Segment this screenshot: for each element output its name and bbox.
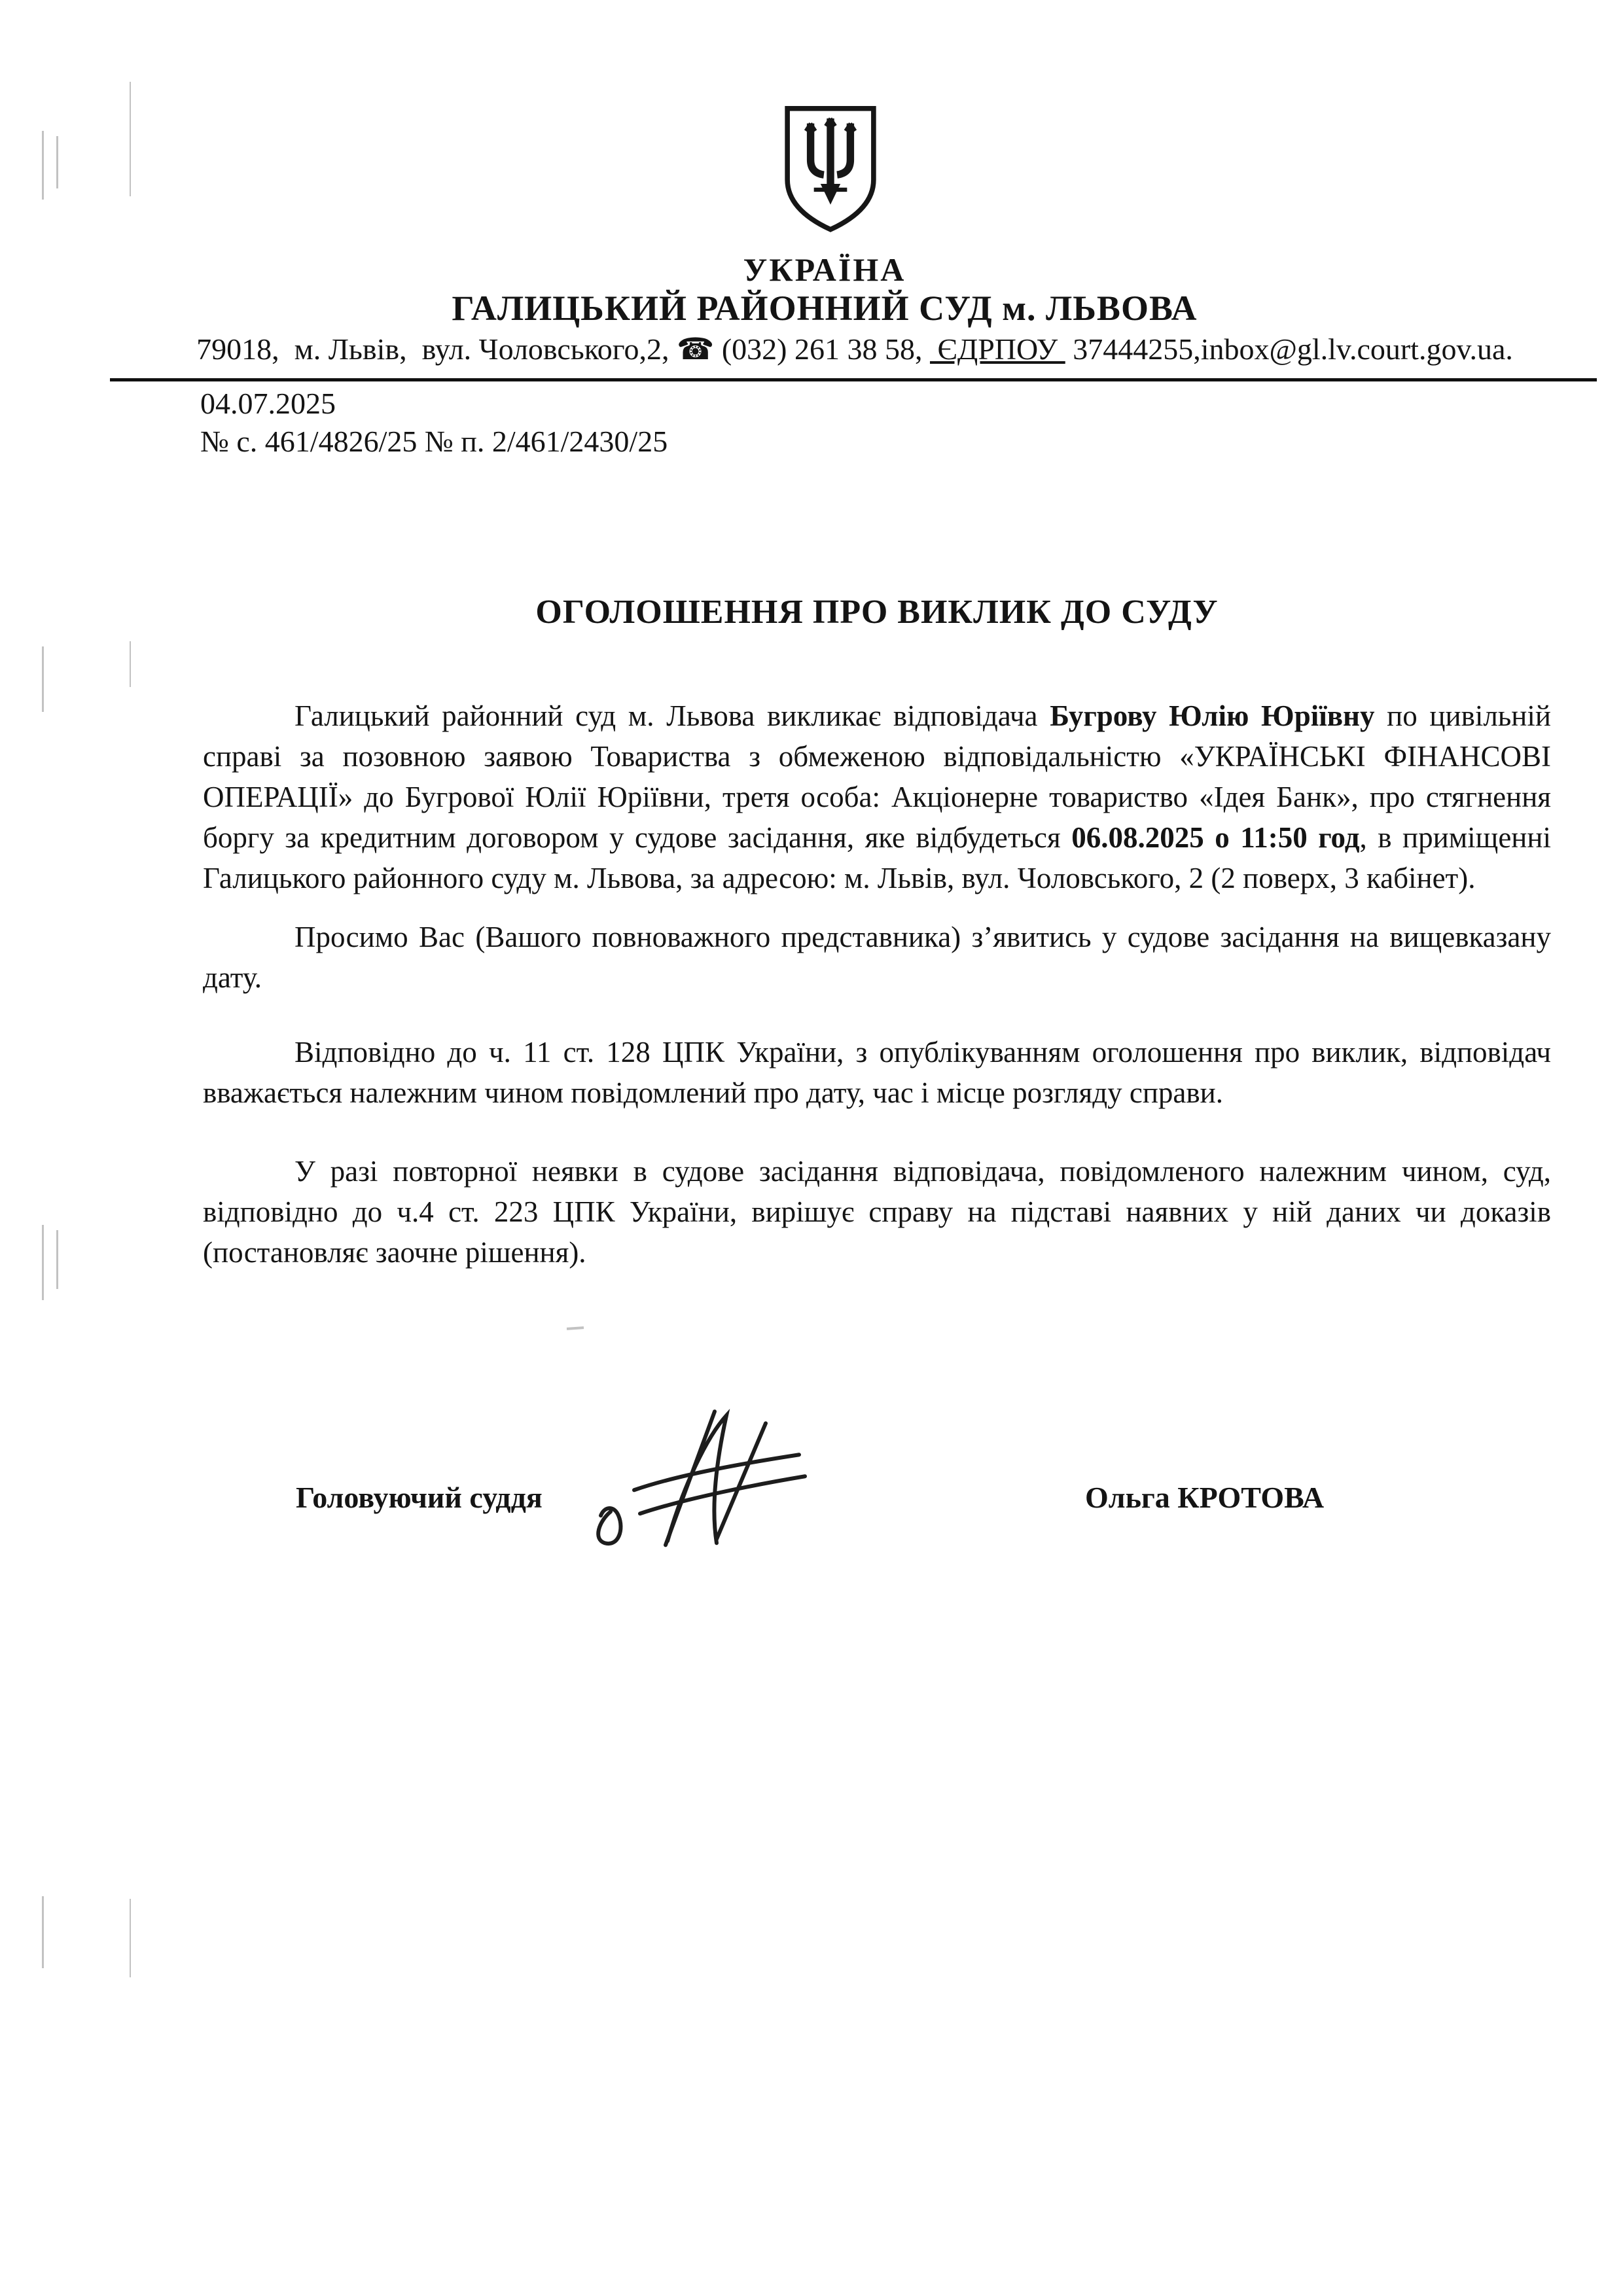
scan-artifact	[567, 1326, 584, 1330]
scan-artifact	[130, 641, 131, 687]
scan-artifact	[130, 1899, 131, 1977]
ukraine-trident-emblem	[781, 103, 880, 239]
judge-name: Ольга КРОТОВА	[1085, 1481, 1325, 1514]
scan-artifact	[42, 1225, 44, 1300]
body-paragraph: Просимо Вас (Вашого повноважного представника) з’явитись у судове засідання на вищевказану дату.	[203, 921, 1551, 994]
body-paragraph: Відповідно до ч. 11 ст. 128 ЦПК України, з опублікуванням оголошення про виклик, відповідач вважається належним чином повідомлений про дату, час і місце розгляду справи.	[203, 1036, 1551, 1109]
document-body	[203, 696, 1551, 1273]
body-paragraph: У разі повторної неявки в судове засідання відповідача, повідомленого належним чином, суд, відповідно до ч.4 ст. 223 ЦПК України, вирішує справу на підставі наявних у ній даних чи доказів (постановляє заочне рішення).	[203, 1155, 1551, 1269]
court-address-line	[111, 331, 1598, 366]
handwritten-signature	[569, 1395, 825, 1566]
document-title: ОГОЛОШЕННЯ ПРО ВИКЛИК ДО СУДУ	[535, 593, 1219, 631]
body-paragraph: Галицький районний суд м. Львова викликає відповідача Бугрову Юлію Юріївну по цивільній справі за позовною заявою Товариства з обмеженою відповідальністю «УКРАЇНСЬКІ ФІНАНСОВІ ОПЕРАЦІЇ» до Бугрової Юлії Юріївни, третя особа: Акціонерне товариство «Ідея Банк», про стягнення боргу за кредитним договором у судове засідання, яке відбудеться 06.08.2025 о 11:50 год, в приміщенні Галицького районного суду м. Львова, за адресою: м. Львів, вул. Чоловського, 2 (2 поверх, 3 кабінет).	[203, 699, 1551, 894]
scan-artifact	[42, 131, 44, 200]
header-divider-rule	[110, 378, 1597, 381]
signature-block	[203, 1480, 1551, 1689]
scan-artifact	[130, 82, 131, 196]
scan-artifact	[42, 646, 44, 712]
address-part2: (032) 261 38 58, ЄДРПОУ 37444255,inbox@gl.lv.court.gov.ua.	[714, 332, 1513, 366]
phone-icon: ☎	[677, 332, 715, 366]
address-part1: 79018, м. Львів, вул. Чоловського,2,	[196, 332, 677, 366]
country-name: УКРАЇНА	[743, 251, 906, 288]
scan-artifact	[42, 1896, 44, 1968]
scan-artifact	[56, 136, 58, 188]
case-numbers: № с. 461/4826/25 № п. 2/461/2430/25	[200, 425, 668, 458]
court-name: ГАЛИЦЬКИЙ РАЙОННИЙ СУД м. ЛЬВОВА	[452, 289, 1198, 328]
scan-artifact	[56, 1230, 58, 1289]
judge-role-label: Головуючий суддя	[296, 1481, 543, 1514]
document-date: 04.07.2025	[200, 387, 336, 420]
